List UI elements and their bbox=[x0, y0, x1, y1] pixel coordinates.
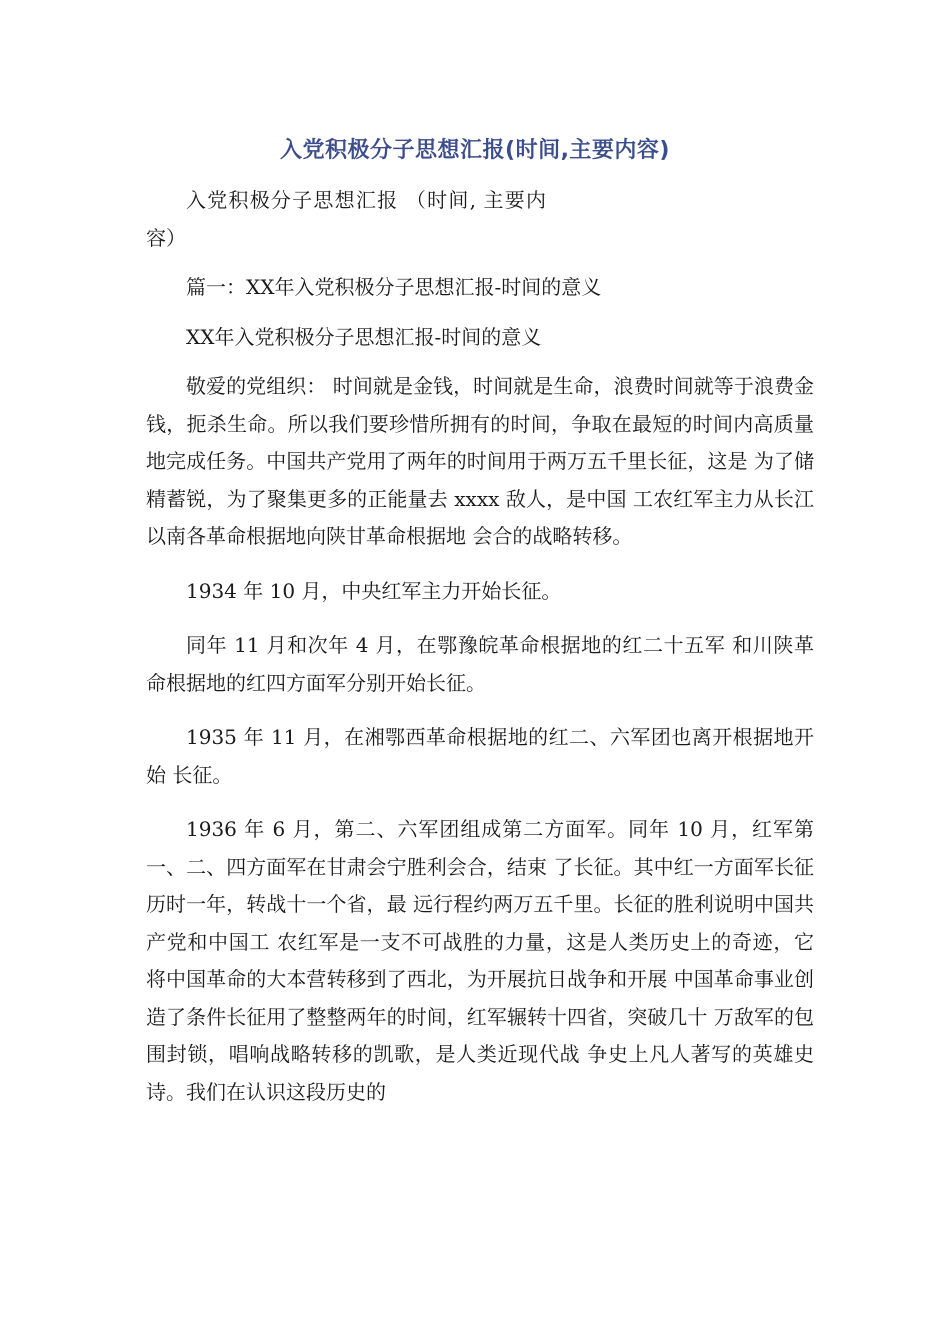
body-paragraph: 敬爱的党组织： 时间就是金钱，时间就是生命，浪费时间就等于浪费金 钱，扼杀生命。所以我们要珍惜所拥有的时间，争取在最短的时间内高质量地完成任务。中国共产党用了两年的时间用于两万五千里长征，这是 为了储精蓄锐，为了聚集更多的正能量去 xxxx 敌人，是中国 工农红军主力从长江以南各革命根据地向陕甘革命根据地 会合的战略转移。 bbox=[146, 374, 814, 548]
body-paragraph: 1935 年 11 月，在湘鄂西革命根据地的红二、六军团也离开根据地开始 长征。 bbox=[146, 725, 814, 787]
body-paragraph: 1934 年 10 月，中央红军主力开始长征。 bbox=[186, 578, 562, 603]
body-paragraph: 1936 年 6 月，第二、六军团组成第二方面军。同年 10 月，红军第一、二、四方面军在甘肃会宁胜利会合，结束 了长征。其中红一方面军长征历时一年，转战十一个省，最 远行程约两万五千里。长征的胜利说明中国共产党和中国工 农红军是一支不可战胜的力量，这是人类历史上的奇迹，它 将中国革命的大本营转移到了西北，为开展抗日战争和开展 中国革命事业创造了条件长征用了整整两年的时间，红军辗转十四省，突破几十 万敌军的包围封锁，唱响战略转移的凯歌，是人类近现代战 争史上凡人著写的英雄史诗。我们在认识这段历史的 bbox=[146, 817, 814, 1104]
document-body bbox=[146, 182, 814, 1128]
section-heading: XX年入党积极分子思想汇报-时间的意义 bbox=[186, 324, 542, 349]
body-paragraph: 同年 11 月和次年 4 月，在鄂豫皖革命根据地的红二十五军 和川陕革命根据地的红四方面军分别开始长征。 bbox=[146, 633, 814, 695]
chapter-heading: 篇一：XX年入党积极分子思想汇报-时间的意义 bbox=[186, 275, 602, 299]
subtitle-paragraph: 入党积极分子思想汇报 （时间, 主要内容） bbox=[146, 188, 546, 250]
document-title: 入党积极分子思想汇报(时间,主要内容) bbox=[280, 138, 670, 163]
